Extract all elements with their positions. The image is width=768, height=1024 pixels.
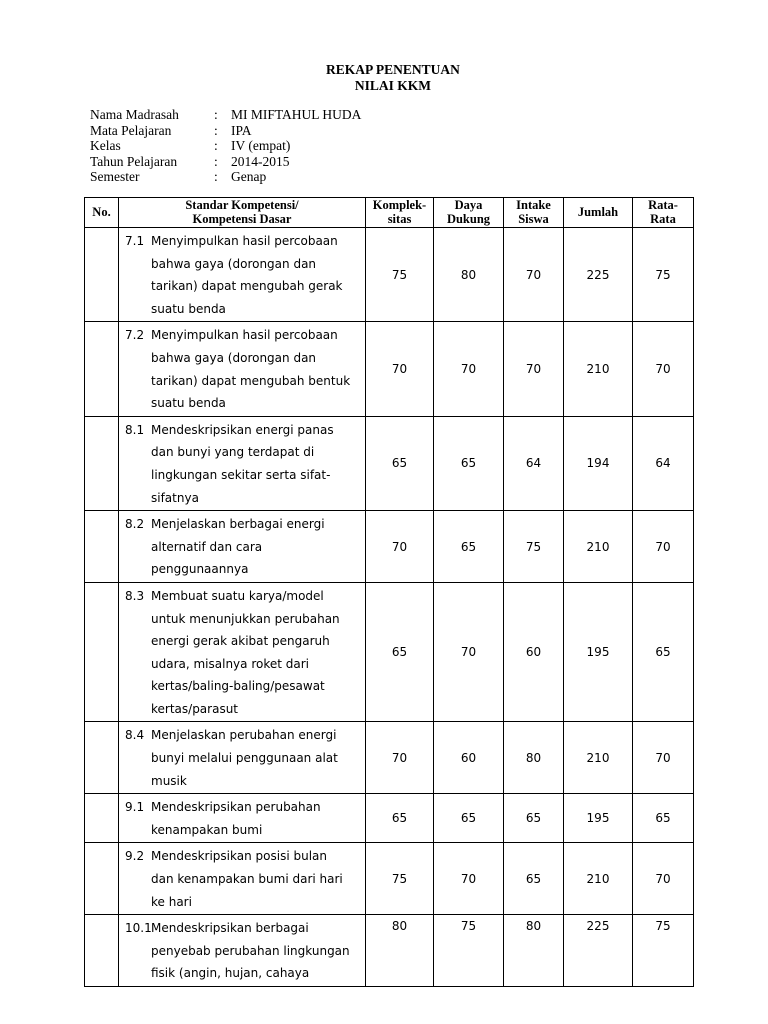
kompetensi-line: energi gerak akibat pengaruh: [151, 634, 330, 649]
header-jumlah: Jumlah: [564, 198, 633, 228]
kompetensi-text: Menyimpulkan hasil percobaan: [151, 234, 338, 248]
cell-no: [85, 228, 119, 322]
kompetensi-text: Mendeskripsikan posisi bulan: [151, 849, 327, 864]
info-label: Tahun Pelajaran: [90, 153, 178, 169]
cell-kompetensi: [119, 794, 366, 843]
kompetensi-line: bahwa gaya (dorongan dan: [151, 350, 317, 365]
kompetensi-text: Menjelaskan berbagai energi: [151, 517, 325, 532]
table-row: [85, 582, 694, 722]
header-daya-dukung: Daya Dukung: [434, 198, 504, 228]
kkm-table: [84, 197, 694, 987]
document-title: REKAP PENENTUAN: [326, 62, 460, 77]
cell-no: [85, 511, 119, 583]
kompetensi-line: fisik (angin, hujan, cahaya: [151, 966, 310, 981]
table-row: [85, 915, 694, 987]
cell-komplek: 75: [366, 843, 434, 915]
cell-no: [85, 416, 119, 510]
kompetensi-line: bunyi melalui penggunaan alat: [151, 751, 338, 766]
cell-jumlah: 210: [564, 511, 633, 583]
cell-jumlah: 210: [564, 722, 633, 794]
kompetensi-text: Menyimpulkan hasil percobaan: [151, 328, 338, 343]
kompetensi-line: [125, 724, 361, 747]
kompetensi-number: 8.2: [125, 517, 145, 532]
info-value: IPA: [231, 122, 252, 138]
kompetensi-line: sifatnya: [151, 490, 199, 505]
kompetensi-line: suatu benda: [151, 301, 226, 316]
kompetensi-line: bahwa gaya (dorongan dan: [151, 256, 317, 271]
kompetensi-number: 10.1: [125, 921, 152, 936]
kompetensi-text: Mendeskripsikan perubahan: [151, 800, 321, 815]
cell-no: [85, 794, 119, 843]
info-row-tahun: [90, 154, 361, 170]
kompetensi-line: [125, 845, 361, 868]
kompetensi-line: musik: [151, 773, 187, 788]
document-subtitle: NILAI KKM: [354, 78, 432, 93]
cell-intake: 70: [504, 322, 564, 416]
info-value: IV (empat): [231, 138, 291, 153]
kompetensi-line: [125, 230, 361, 253]
cell-daya: 60: [434, 722, 504, 794]
table-header-row: [85, 198, 694, 228]
cell-intake: 80: [504, 915, 564, 987]
cell-daya: 65: [434, 511, 504, 583]
kompetensi-number: 9.1: [125, 800, 145, 815]
table-row: [85, 843, 694, 915]
cell-intake: 70: [504, 228, 564, 322]
info-colon: :: [214, 122, 218, 138]
cell-rata: 75: [633, 228, 694, 322]
kompetensi-line: dan kenampakan bumi dari hari: [151, 872, 343, 887]
kompetensi-line: alternatif dan cara: [151, 539, 263, 554]
info-colon: :: [214, 169, 218, 184]
cell-kompetensi: [119, 722, 366, 794]
cell-intake: 65: [504, 794, 564, 843]
cell-kompetensi: [119, 915, 366, 987]
kompetensi-line: tarikan) dapat mengubah gerak: [151, 279, 343, 294]
cell-daya: 65: [434, 416, 504, 510]
cell-jumlah: 225: [564, 228, 633, 322]
kompetensi-line: penyebab perubahan lingkungan: [151, 943, 350, 958]
table-row: [85, 722, 694, 794]
info-colon: :: [214, 107, 218, 122]
cell-rata: 64: [633, 416, 694, 510]
table-row: [85, 228, 694, 322]
info-block: [90, 107, 361, 185]
kompetensi-line: kenampakan bumi: [151, 822, 263, 837]
cell-no: [85, 915, 119, 987]
info-row-semester: [90, 169, 361, 185]
kompetensi-line: [125, 513, 361, 536]
info-row-madrasah: [90, 107, 361, 123]
kompetensi-number: 7.2: [125, 328, 145, 343]
cell-daya: 80: [434, 228, 504, 322]
cell-intake: 65: [504, 843, 564, 915]
cell-jumlah: 195: [564, 794, 633, 843]
cell-intake: 75: [504, 511, 564, 583]
cell-no: [85, 722, 119, 794]
cell-kompetensi: [119, 228, 366, 322]
header-no: No.: [85, 198, 119, 228]
kompetensi-number: 8.4: [125, 728, 145, 743]
cell-kompetensi: [119, 511, 366, 583]
info-label: Kelas: [90, 138, 121, 153]
info-colon: :: [214, 153, 218, 169]
cell-daya: 70: [434, 843, 504, 915]
kompetensi-text: Menjelaskan perubahan energi: [151, 728, 337, 743]
cell-daya: 75: [434, 915, 504, 987]
cell-kompetensi: [119, 322, 366, 416]
kompetensi-line: tarikan) dapat mengubah bentuk: [151, 373, 351, 388]
cell-jumlah: 194: [564, 416, 633, 510]
cell-rata: 65: [633, 582, 694, 722]
cell-komplek: 80: [366, 915, 434, 987]
cell-no: [85, 322, 119, 416]
cell-rata: 70: [633, 843, 694, 915]
header-kompleksitas: Komplek- sitas: [366, 198, 434, 228]
kompetensi-line: kertas/parasut: [151, 701, 239, 716]
kompetensi-text: Membuat suatu karya/model: [151, 588, 324, 603]
info-value: Genap: [231, 169, 267, 184]
cell-rata: 70: [633, 511, 694, 583]
info-colon: :: [214, 138, 218, 153]
kompetensi-number: 7.1: [125, 234, 145, 248]
cell-jumlah: 210: [564, 322, 633, 416]
info-label: Mata Pelajaran: [90, 122, 172, 138]
cell-no: [85, 843, 119, 915]
kompetensi-line: penggunaannya: [151, 562, 249, 577]
kompetensi-number: 9.2: [125, 849, 145, 864]
cell-intake: 64: [504, 416, 564, 510]
kompetensi-line: kertas/baling-baling/pesawat: [151, 679, 325, 694]
kompetensi-line: [125, 796, 361, 819]
cell-rata: 70: [633, 322, 694, 416]
cell-komplek: 65: [366, 416, 434, 510]
kompetensi-line: lingkungan sekitar serta sifat-: [151, 467, 331, 482]
cell-komplek: 65: [366, 582, 434, 722]
cell-jumlah: 210: [564, 843, 633, 915]
cell-intake: 60: [504, 582, 564, 722]
kompetensi-line: dan bunyi yang terdapat di: [151, 445, 315, 460]
kompetensi-number: 8.1: [125, 422, 145, 437]
cell-kompetensi: [119, 416, 366, 510]
info-label: Semester: [90, 169, 140, 184]
cell-kompetensi: [119, 582, 366, 722]
header-intake-siswa: Intake Siswa: [504, 198, 564, 228]
cell-komplek: 70: [366, 322, 434, 416]
table-row: [85, 416, 694, 510]
cell-rata: 65: [633, 794, 694, 843]
kompetensi-line: udara, misalnya roket dari: [151, 656, 310, 671]
cell-jumlah: 225: [564, 915, 633, 987]
cell-kompetensi: [119, 843, 366, 915]
kompetensi-line: suatu benda: [151, 396, 226, 411]
kompetensi-line: [125, 917, 361, 940]
kompetensi-text: Mendeskripsikan berbagai: [151, 921, 309, 936]
header-rata-rata: Rata- Rata: [633, 198, 694, 228]
info-value: 2014-2015: [231, 153, 290, 169]
info-row-kelas: [90, 138, 361, 154]
kompetensi-line: untuk menunjukkan perubahan: [151, 611, 340, 626]
cell-komplek: 70: [366, 722, 434, 794]
table-row: [85, 322, 694, 416]
kompetensi-number: 8.3: [125, 588, 145, 603]
kompetensi-text: Mendeskripsikan energi panas: [151, 422, 334, 437]
cell-daya: 70: [434, 582, 504, 722]
cell-daya: 70: [434, 322, 504, 416]
table-row: [85, 794, 694, 843]
kompetensi-line: [125, 324, 361, 347]
cell-rata: 70: [633, 722, 694, 794]
table-row: [85, 511, 694, 583]
cell-komplek: 70: [366, 511, 434, 583]
cell-no: [85, 582, 119, 722]
header-standar-kompetensi: Standar Kompetensi/ Kompetensi Dasar: [119, 198, 366, 228]
cell-intake: 80: [504, 722, 564, 794]
info-row-mapel: [90, 123, 361, 139]
info-value: MI MIFTAHUL HUDA: [231, 107, 362, 122]
kompetensi-line: ke hari: [151, 894, 192, 909]
info-label: Nama Madrasah: [90, 107, 179, 122]
kompetensi-line: [125, 419, 361, 442]
cell-jumlah: 195: [564, 582, 633, 722]
cell-komplek: 65: [366, 794, 434, 843]
kompetensi-line: [125, 585, 361, 608]
cell-daya: 65: [434, 794, 504, 843]
cell-komplek: 75: [366, 228, 434, 322]
cell-rata: 75: [633, 915, 694, 987]
